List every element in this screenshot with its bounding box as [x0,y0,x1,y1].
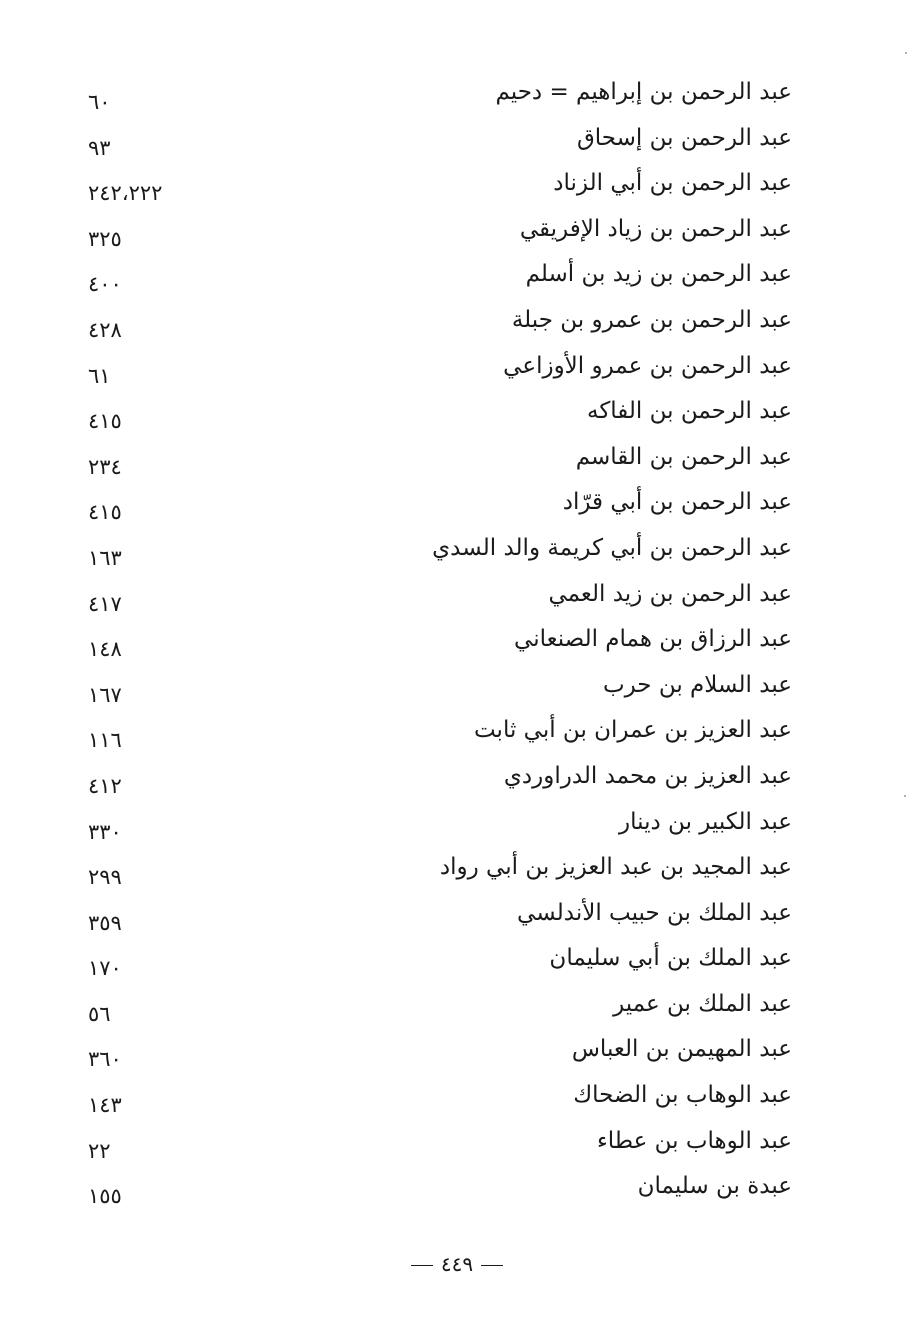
entry-name: عبد الرحمن بن أبي الزناد [553,170,792,197]
entry-page-ref: ٢٤٢،٢٢٢ [88,181,163,206]
entry-page-ref: ٦١ [88,363,111,388]
entry-page-ref: ١٤٣ [88,1093,122,1118]
footer-dash-right [481,1265,503,1266]
entry-page-ref: ٩٣ [88,135,111,160]
entry-page-ref: ٥٦ [88,1001,111,1026]
entry-page-ref: ٤١٥ [88,409,122,434]
index-list [0,70,914,1210]
entry-page-ref: ٤١٥ [88,500,122,525]
entry-name: عبد العزيز بن محمد الدراوردي [503,762,792,789]
scan-speck [904,795,906,797]
entry-page-ref: ٦٠ [88,90,111,114]
index-entry [0,800,914,846]
index-entry [0,480,914,526]
entry-name: عبدة بن سليمان [637,1173,792,1200]
entry-page-ref: ٤٠٠ [88,272,122,297]
entry-name: عبد الرزاق بن همام الصنعاني [514,626,792,653]
index-entry [0,936,914,982]
page-number: ٤٤٩ [440,1252,474,1276]
entry-page-ref: ٤٢٨ [88,317,122,342]
entry-name: عبد الرحمن بن إسحاق [576,124,792,151]
entry-page-ref: ١٧٠ [88,956,122,981]
index-entry [0,435,914,481]
index-entry [0,982,914,1028]
index-entry [0,891,914,937]
entry-name: عبد المجيد بن عبد العزيز بن أبي رواد [439,854,792,881]
entry-name: عبد العزيز بن عمران بن أبي ثابت [473,717,792,744]
entry-page-ref: ٢٩٩ [88,865,122,890]
index-entry [0,617,914,663]
index-entry [0,845,914,891]
entry-name: عبد الرحمن بن عمرو الأوزاعي [503,352,792,379]
entry-name: عبد الرحمن بن زياد الإفريقي [519,215,792,242]
entry-page-ref: ٣٦٠ [88,1047,122,1072]
index-entry [0,663,914,709]
scan-speck [905,52,907,54]
index-entry [0,207,914,253]
footer-dash-left [411,1265,433,1266]
entry-page-ref: ١٦٣ [88,545,122,570]
entry-name: عبد الكبير بن دينار [619,808,792,835]
entry-page-ref: ٣٥٩ [88,910,122,935]
index-entry [0,1027,914,1073]
index-entry [0,526,914,572]
entry-page-ref: ١٥٥ [88,1184,122,1209]
entry-name: عبد السلام بن حرب [602,671,792,698]
index-entry [0,252,914,298]
entry-name: عبد الرحمن بن إبراهيم = دحيم [495,79,792,105]
index-entry [0,161,914,207]
entry-page-ref: ١٤٨ [88,637,122,662]
entry-page-ref: ٢٢ [88,1138,111,1163]
index-entry [0,70,914,116]
entry-page-ref: ٣٣٠ [88,819,122,844]
entry-name: عبد الرحمن بن زيد العمي [548,580,792,607]
entry-name: عبد الرحمن بن أبي قرّاد [562,489,792,516]
entry-name: عبد الوهاب بن عطاء [596,1127,792,1154]
entry-name: عبد الملك بن حبيب الأندلسي [517,899,792,926]
page-footer [0,1252,914,1276]
entry-page-ref: ٣٢٥ [88,226,122,251]
entry-page-ref: ٢٣٤ [88,454,122,479]
index-entry [0,298,914,344]
index-entry [0,1073,914,1119]
index-entry [0,572,914,618]
entry-name: عبد الرحمن بن أبي كريمة والد السدي [432,534,792,561]
index-entry [0,754,914,800]
entry-name: عبد المهيمن بن العباس [571,1036,792,1063]
entry-name: عبد الرحمن بن القاسم [575,443,792,470]
entry-page-ref: ٤١٧ [88,591,122,616]
index-entry [0,116,914,162]
entry-name: عبد الرحمن بن زيد بن أسلم [525,261,792,288]
entry-page-ref: ١٦٧ [88,682,122,707]
entry-page-ref: ١١٦ [88,728,122,753]
index-entry [0,344,914,390]
entry-name: عبد الملك بن عمير [613,990,792,1017]
entry-name: عبد الملك بن أبي سليمان [549,945,792,972]
entry-name: عبد الرحمن بن الفاكه [586,398,792,425]
index-entry [0,708,914,754]
entry-name: عبد الوهاب بن الضحاك [573,1082,792,1109]
entry-name: عبد الرحمن بن عمرو بن جبلة [511,306,792,333]
index-entry [0,1119,914,1165]
index-entry [0,1164,914,1210]
index-entry [0,389,914,435]
entry-page-ref: ٤١٢ [88,773,122,798]
